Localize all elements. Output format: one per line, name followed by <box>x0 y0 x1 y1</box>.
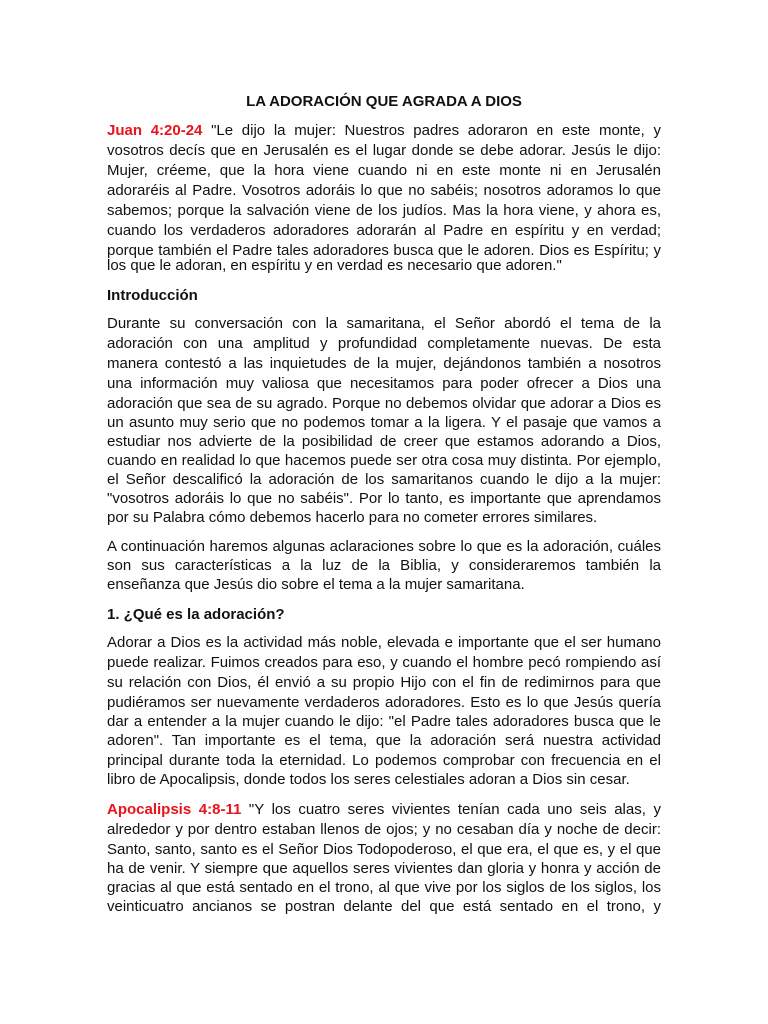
paragraph-line: gracias al que está sentado en el trono, al que vive por los siglos de los siglos, los <box>107 879 661 896</box>
section-heading-introduccion: Introducción <box>107 287 198 304</box>
paragraph-line: el Señor descalificó la adoración de los samaritanos cuando le dijo a la mujer: <box>107 471 661 488</box>
document-title: LA ADORACIÓN QUE AGRADA A DIOS <box>246 93 522 110</box>
paragraph-line: un asunto muy serio que no podemos tomar a la ligera. Y el pasaje que vamos a <box>107 414 661 431</box>
paragraph-line: una información muy valiosa que necesitamos para poder ofrecer a Dios una <box>107 375 661 392</box>
paragraph-line: Apocalipsis 4:8-11 "Y los cuatro seres vivientes tenían cada uno seis alas, y <box>107 801 661 818</box>
paragraph-line: puede realizar. Fuimos creados para eso, y cuando el hombre pecó rompiendo así <box>107 654 661 671</box>
paragraph-line: son sus características a la luz de la Biblia, y consideraremos también la <box>107 557 661 574</box>
paragraph-line: Santo, santo, santo es el Señor Dios Todopoderoso, el que era, el que es, y el que <box>107 841 661 858</box>
paragraph-line: enseñanza que Jesús dio sobre el tema a la mujer samaritana. <box>107 576 525 593</box>
paragraph-line: adoren". Tan importante es el tema, que la adoración será nuestra actividad <box>107 732 661 749</box>
paragraph-line: cuando los verdaderos adoradores adorarán al Padre en espíritu y en verdad; <box>107 222 661 239</box>
paragraph-line: principal durante toda la eternidad. Lo podemos comprobar con frecuencia en el <box>107 752 661 769</box>
paragraph-line: ha de venir. Y siempre que aquellos seres vivientes dan gloria y honra y acción de <box>107 860 661 877</box>
paragraph-line: Adorar a Dios es la actividad más noble, elevada e importante que el ser humano <box>107 634 661 651</box>
paragraph-line: libro de Apocalipsis, donde todos los seres celestiales adoran a Dios sin cesar. <box>107 771 630 788</box>
paragraph-line: adoraréis al Padre. Vosotros adoráis lo que no sabéis; nosotros adoramos lo que <box>107 182 661 199</box>
scripture-reference-juan: Juan 4:20-24 <box>107 122 203 139</box>
paragraph-line: veinticuatro ancianos se postran delante del que está sentado en el trono, y <box>107 898 661 915</box>
paragraph-line: cuando en realidad lo que hacemos puede ser otra cosa muy distinta. Por ejemplo, <box>107 452 661 469</box>
scripture-reference-apocalipsis: Apocalipsis 4:8-11 <box>107 801 242 818</box>
paragraph-line: "vosotros adoráis lo que no sabéis". Por lo tanto, es importante que aprendamos <box>107 490 661 507</box>
paragraph-line: estudiar nos advierte de la posibilidad de creer que estamos adorando a Dios, <box>107 433 661 450</box>
section-heading-que-es-la-adoracion: 1. ¿Qué es la adoración? <box>107 606 285 623</box>
paragraph-line: Juan 4:20-24 "Le dijo la mujer: Nuestros padres adoraron en este monte, y <box>107 122 661 139</box>
paragraph-line: A continuación haremos algunas aclaraciones sobre lo que es la adoración, cuáles <box>107 538 661 555</box>
paragraph-line: Durante su conversación con la samaritana, el Señor abordó el tema de la <box>107 315 661 332</box>
paragraph-line: pudiéramos ser nuevamente verdaderos adoradores. Esto es lo que Jesús quería <box>107 694 661 711</box>
paragraph-line: los que le adoran, en espíritu y en verdad es necesario que adoren." <box>107 257 562 274</box>
paragraph-line: adoración que sea de su agrado. Porque no debemos olvidar que adorar a Dios es <box>107 395 661 412</box>
paragraph-line: porque también el Padre tales adoradores busca que le adoren. Dios es Espíritu; y <box>107 242 661 259</box>
paragraph-line: sabemos; porque la salvación viene de los judíos. Mas la hora viene, y ahora es, <box>107 202 661 219</box>
paragraph-line: por su Palabra cómo debemos hacerlo para no cometer errores similares. <box>107 509 598 526</box>
paragraph-line: manera contestó a las inquietudes de la mujer, dejándonos también a nosotros <box>107 355 661 372</box>
paragraph-line: Mujer, créeme, que la hora viene cuando ni en este monte ni en Jerusalén <box>107 162 661 179</box>
paragraph-line: vosotros decís que en Jerusalén es el lugar donde se debe adorar. Jesús le dijo: <box>107 142 661 159</box>
paragraph-line: adoración con una amplitud y profundidad completamente nuevas. De esta <box>107 335 661 352</box>
paragraph-line: alrededor y por dentro estaban llenos de ojos; y no cesaban día y noche de decir: <box>107 821 661 838</box>
paragraph-line: su relación con Dios, él envió a su propio Hijo con el fin de redimirnos para que <box>107 674 661 691</box>
paragraph-line: dar a entender a la mujer cuando le dijo: "el Padre tales adoradores busca que le <box>107 713 661 730</box>
